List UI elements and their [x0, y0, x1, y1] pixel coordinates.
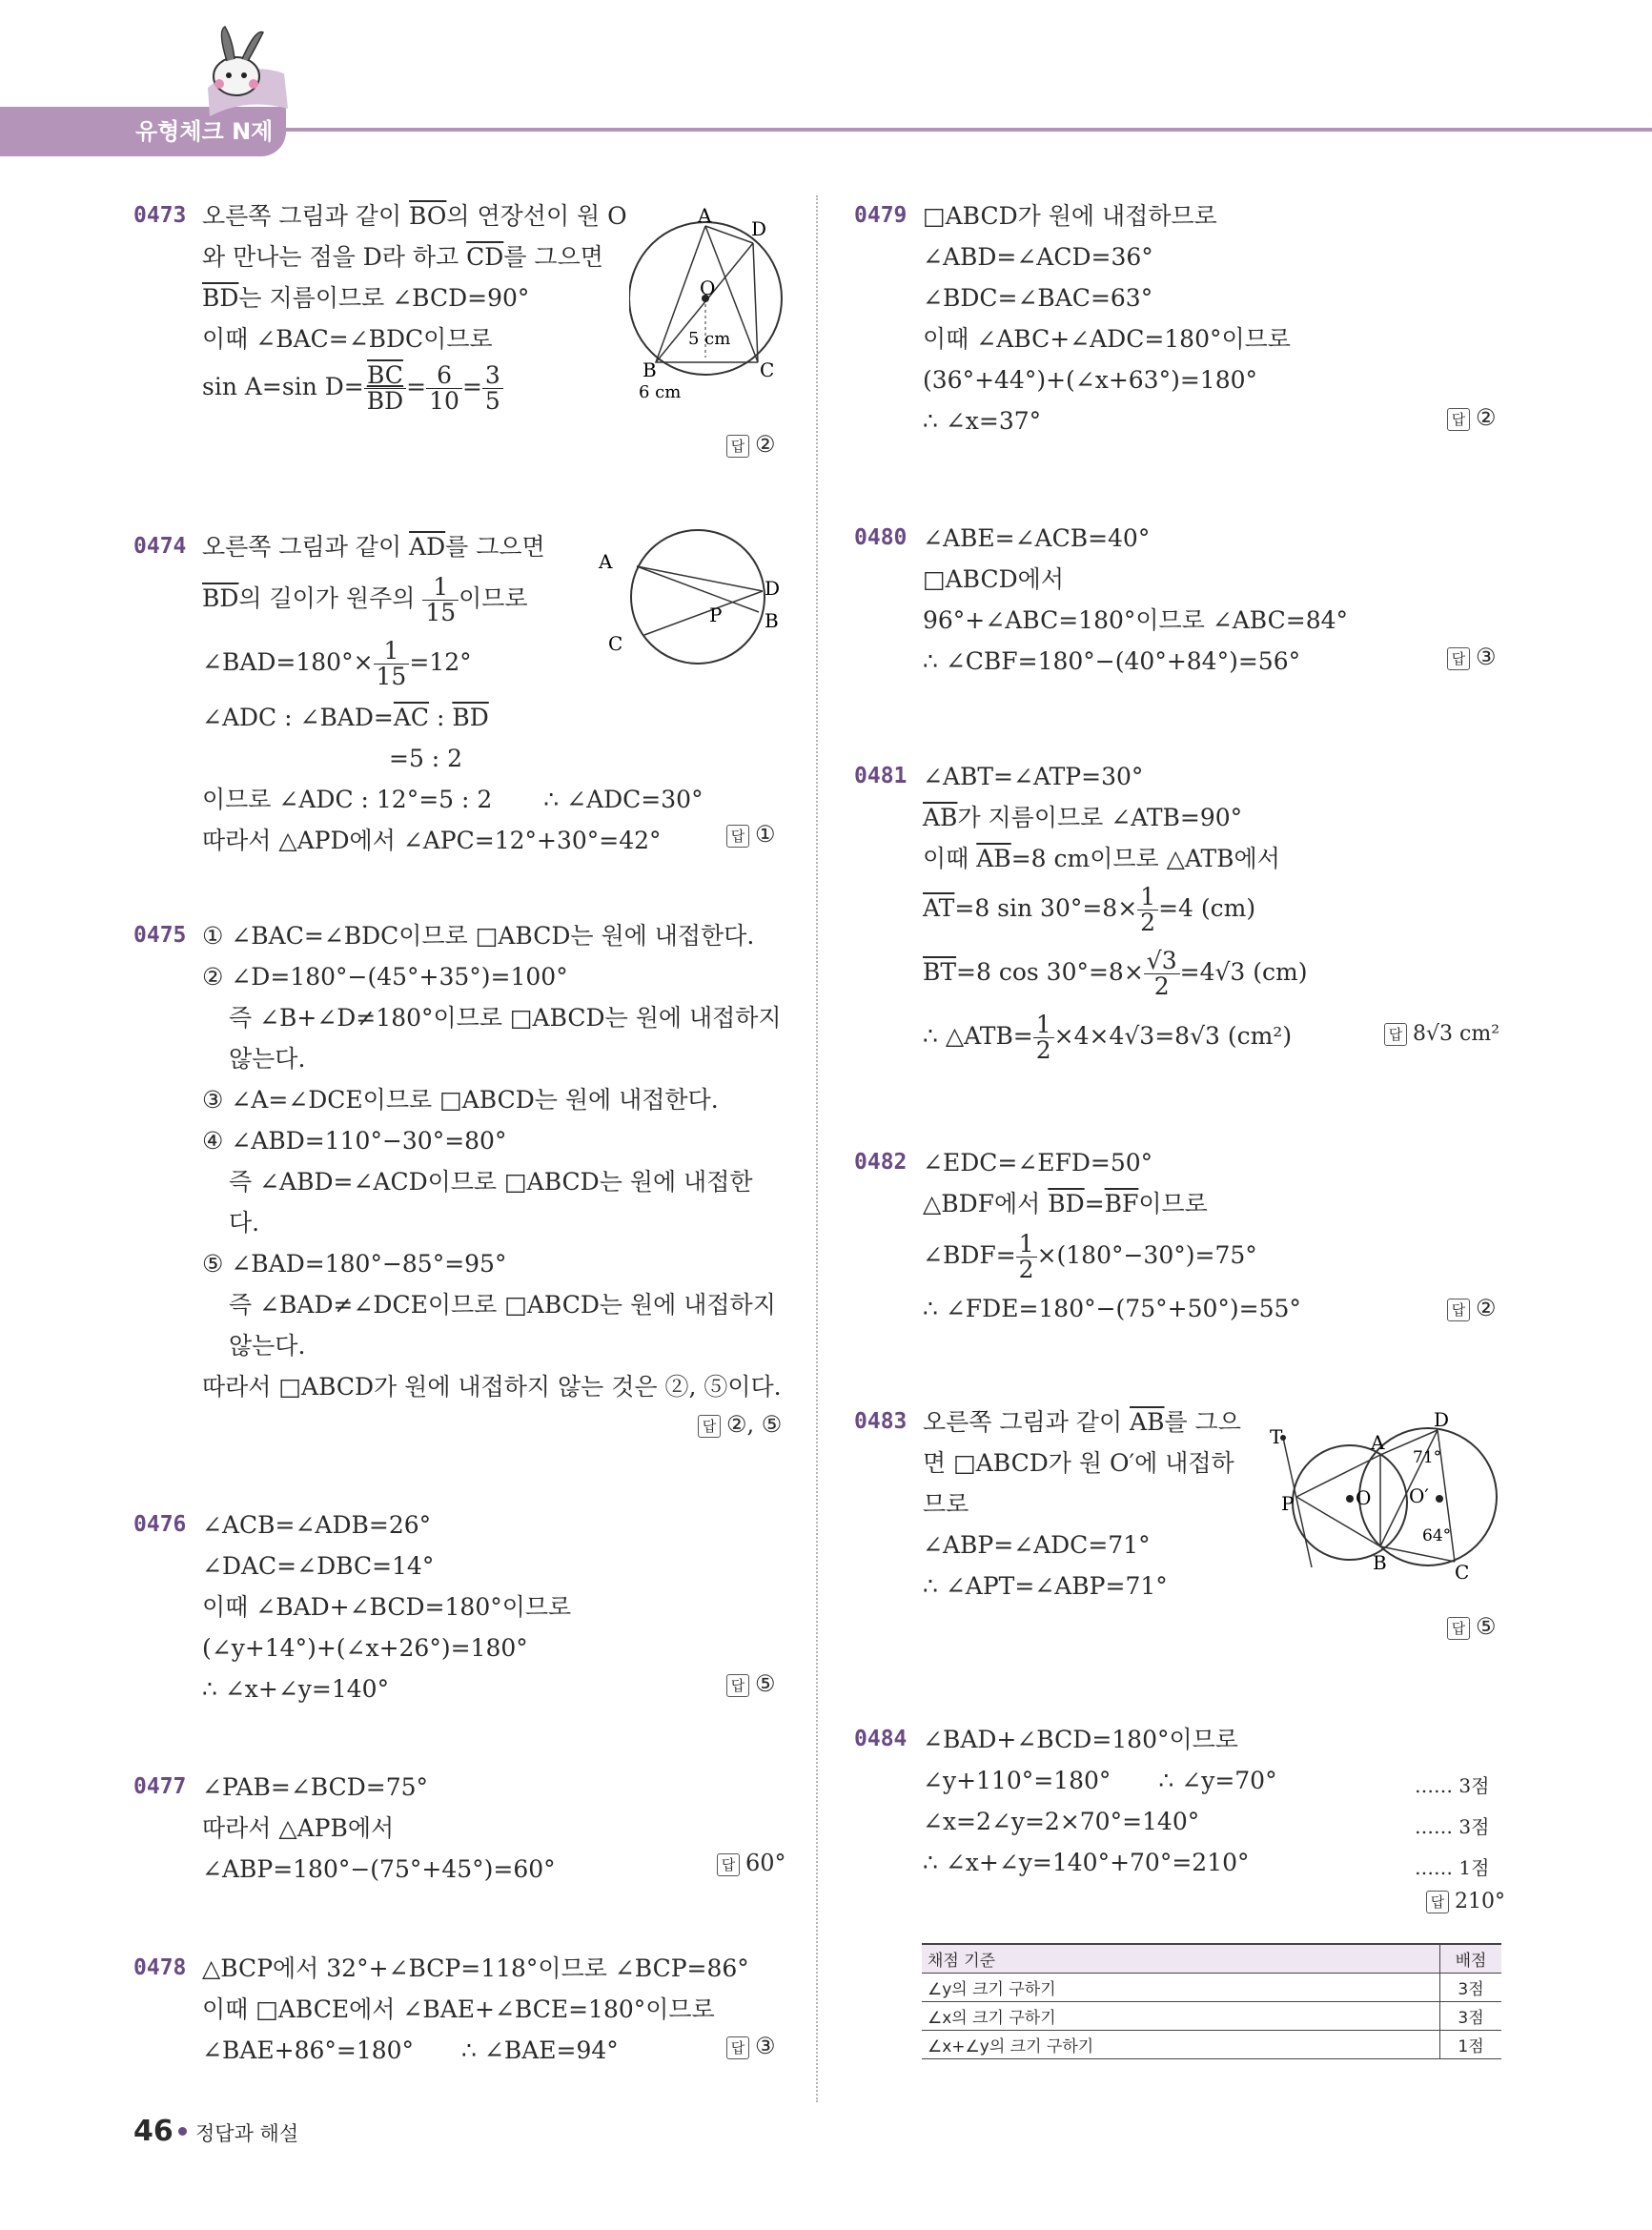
label-D: D: [751, 217, 767, 240]
answer-0473: 답 ②: [726, 431, 776, 458]
text-line: ② ∠D=180°−(45°+35°)=100°: [202, 963, 568, 991]
text-line: □ABCD가 원에 내접하므로: [923, 202, 1217, 230]
answer-0480: 답 ③: [1447, 644, 1497, 670]
label-C: C: [1455, 1561, 1470, 1581]
text-line: △BDF에서 $\overline{BD}=\overline{BF}$이므로: [923, 1190, 1208, 1217]
text-line: ∠ABT=∠ATP=30°: [923, 763, 1144, 790]
text-line: ∠BDC=∠BAC=63°: [923, 284, 1153, 312]
label-radius: 5 cm: [688, 329, 731, 349]
solution-0481: [854, 756, 1495, 1064]
text-line: 이므로 ∠ADC : 12°=5 : 2 ∴ ∠ADC=30°: [202, 786, 704, 813]
text-line: ∠ABP=∠ADC=71°: [923, 1531, 1151, 1559]
text-line: $\overline{BD}$의 길이가 원주의 $\frac{1}{15}$ 이므로: [202, 573, 528, 626]
text-line: ∴ ∠APT=∠ABP=71°: [923, 1572, 1168, 1600]
problem-number: 0479: [854, 203, 908, 228]
section-title: 유형체크 N제: [135, 118, 274, 145]
score-3: …… 1점: [1415, 1856, 1490, 1879]
label-C: C: [760, 358, 775, 381]
table-cell: 1점: [1440, 2031, 1502, 2059]
text-line: 이때 □ABCE에서 ∠BAE+∠BCE=180°이므로: [202, 1995, 715, 2023]
answer-0479: 답 ②: [1447, 404, 1497, 431]
table-cell: ∠x+∠y의 크기 구하기: [922, 2031, 1440, 2059]
problem-number: 0478: [133, 1955, 187, 1980]
figure-0483: [1268, 1409, 1506, 1581]
answer-0484: 답 210°: [1426, 1890, 1505, 1913]
text-line: 않는다.: [229, 1332, 306, 1360]
text-line: ① ∠BAC=∠BDC이므로 □ABCD는 원에 내접한다.: [202, 922, 755, 950]
text-line: 이때 ∠ABC+∠ADC=180°이므로: [923, 325, 1291, 353]
text-line: 오른쪽 그림과 같이 $\overline{AB}$를 그으: [923, 1408, 1241, 1436]
problem-number: 0476: [133, 1512, 187, 1537]
text-line: ∴ ∠x+∠y=140°: [202, 1675, 390, 1703]
text-line: sin A=sin D= $\frac{\overline{BC}}{BD}$ = $\frac{6}{10}$ = $\frac{3}{5}$: [202, 363, 650, 414]
text-line: 오른쪽 그림과 같이 $\overline{AD}$를 그으면: [202, 533, 545, 561]
text-line: ∠x=2∠y=2×70°=140°: [923, 1808, 1200, 1835]
text-line: 않는다.: [229, 1045, 306, 1073]
label-C: C: [608, 632, 623, 655]
text-line: 이때 ∠BAC=∠BDC이므로: [202, 325, 493, 353]
table-cell: 3점: [1440, 2002, 1502, 2031]
text-line: 이때 ∠BAD+∠BCD=180°이므로: [202, 1593, 572, 1621]
answer-0477: 답 60°: [717, 1850, 786, 1876]
text-line: ∴ ∠x+∠y=140°+70°=210°: [923, 1849, 1250, 1876]
problem-number: 0474: [133, 534, 187, 559]
solution-0484: [854, 1719, 1495, 1883]
text-line: ⑤ ∠BAD=180°−85°=95°: [202, 1250, 507, 1278]
footer-bullet-icon: [178, 2127, 187, 2136]
score-1: …… 3점: [1415, 1774, 1490, 1797]
label-O-prime: O′: [1409, 1484, 1429, 1507]
label-D: D: [1434, 1409, 1450, 1431]
solution-0478: [133, 1948, 793, 2071]
header-rule: [286, 128, 1652, 132]
mascot-icon: [189, 21, 294, 116]
problem-number: 0481: [854, 764, 908, 788]
solution-0482: [854, 1142, 1495, 1329]
table-cell: 3점: [1440, 1974, 1502, 2002]
text-line: ∠BAE+86°=180° ∴ ∠BAE=94°: [202, 2036, 619, 2064]
table-row: [922, 1974, 1501, 2002]
answer-0475: 답 ②, ⑤: [698, 1411, 782, 1438]
answer-0483: 답 ⑤: [1447, 1613, 1497, 1640]
label-B: B: [1373, 1551, 1387, 1574]
table-header: 채점 기준: [922, 1944, 1440, 1974]
figure-0473: [629, 205, 791, 415]
label-P: P: [1281, 1492, 1295, 1515]
label-A: A: [698, 205, 712, 227]
text-line: ∴ ∠CBF=180°−(40°+84°)=56°: [923, 647, 1301, 675]
problem-number: 0477: [133, 1774, 187, 1799]
solution-0477: [133, 1767, 736, 1890]
text-line: ∠DAC=∠DBC=14°: [202, 1552, 435, 1580]
problem-number: 0483: [854, 1409, 908, 1434]
label-D: D: [765, 577, 781, 600]
label-P: P: [709, 604, 723, 626]
text-line: 즉 ∠BAD≠∠DCE이므로 □ABCD는 원에 내접하지: [229, 1291, 776, 1319]
text-line: 와 만나는 점을 D라 하고 $\overline{CD}$를 그으면: [202, 243, 603, 271]
problem-number: 0475: [133, 923, 187, 948]
text-line: ∠ADC : $\angle BAD=\overline{AC}$ : $\overline{BD}$: [202, 704, 489, 731]
text-line: □ABCD에서: [923, 565, 1064, 593]
text-line: 따라서 △APB에서: [202, 1814, 395, 1842]
answer-0482: 답 ②: [1447, 1295, 1497, 1321]
problem-number: 0484: [854, 1727, 908, 1751]
text-line: (∠y+14°)+(∠x+26°)=180°: [202, 1634, 528, 1662]
text-line: $\overline{BD}$는 지름이므로 ∠BCD=90°: [202, 284, 530, 312]
table-cell: ∠x의 크기 구하기: [922, 2002, 1440, 2031]
label-A: A: [599, 550, 613, 573]
solution-0473: [133, 195, 650, 415]
text-line: ∴ ∠FDE=180°−(75°+50°)=55°: [923, 1295, 1301, 1322]
label-B: B: [765, 609, 779, 632]
label-bc: 6 cm: [639, 382, 682, 402]
text-line: 므로: [923, 1490, 969, 1518]
text-line: 즉 ∠B+∠D≠180°이므로 □ABCD는 원에 내접하지: [229, 1004, 782, 1032]
label-O: O: [1356, 1486, 1372, 1509]
solution-0476: [133, 1504, 736, 1709]
solution-0479: [854, 195, 1495, 441]
text-line: ∠BAD=180°× $\frac{1}{15}$ =12°: [202, 637, 472, 690]
text-line: ∠y+110°=180° ∴ ∠y=70°: [923, 1767, 1277, 1794]
table-cell: ∠y의 크기 구하기: [922, 1974, 1440, 2002]
answer-0476: 답 ⑤: [726, 1670, 776, 1697]
answer-0474: 답 ①: [726, 821, 776, 848]
text-line: $\overline{AB}$가 지름이므로 ∠ATB=90°: [923, 804, 1243, 831]
text-line: ∠BDF= $\frac{1}{2}$ ×(180°−30°)=75°: [923, 1230, 1257, 1283]
table-header: 배점: [1440, 1944, 1502, 1974]
page-number: 46: [133, 2115, 173, 2148]
text-line: ∠ABE=∠ACB=40°: [923, 524, 1151, 552]
column-divider: [816, 195, 818, 2102]
text-line: 따라서 △APD에서 ∠APC=12°+30°=42°: [202, 827, 662, 854]
text-line: 면 □ABCD가 원 O′에 내접하: [923, 1449, 1234, 1477]
table-row: [922, 2031, 1501, 2059]
text-line: 오른쪽 그림과 같이 $\overline{BO}$의 연장선이 원 O: [202, 202, 627, 230]
text-line: ∠ACB=∠ADB=26°: [202, 1511, 432, 1539]
label-B: B: [642, 358, 657, 381]
problem-number: 0480: [854, 525, 908, 550]
text-line: ∠ABD=∠ACD=36°: [923, 243, 1153, 271]
text-line: ∠BAD+∠BCD=180°이므로: [923, 1726, 1238, 1753]
label-angle-64: 64°: [1422, 1526, 1452, 1545]
answer-0481: 답 8√3 cm²: [1384, 1022, 1499, 1046]
solution-0475: [133, 915, 793, 1407]
label-T: T: [1270, 1425, 1283, 1448]
text-line: ∠ABP=180°−(75°+45°)=60°: [202, 1855, 556, 1883]
label-A: A: [1371, 1431, 1385, 1454]
text-line: 96°+∠ABC=180°이므로 ∠ABC=84°: [923, 606, 1349, 634]
text-line: (36°+44°)+(∠x+63°)=180°: [923, 366, 1258, 394]
text-line: △BCP에서 32°+∠BCP=118°이므로 ∠BCP=86°: [202, 1954, 749, 1982]
score-2: …… 3점: [1415, 1815, 1490, 1838]
label-angle-71: 71°: [1413, 1448, 1442, 1467]
solution-0483: [854, 1401, 1266, 1606]
text-line: =5 : 2: [389, 745, 463, 772]
text-line: 이때 $\overline{AB}=8$ cm이므로 △ATB에서: [923, 845, 1280, 872]
text-line: ∠PAB=∠BCD=75°: [202, 1773, 429, 1801]
problem-number: 0473: [133, 203, 187, 228]
text-line: ③ ∠A=∠DCE이므로 □ABCD는 원에 내접한다.: [202, 1086, 719, 1114]
solution-0480: [854, 518, 1495, 682]
text-line: ∠EDC=∠EFD=50°: [923, 1149, 1153, 1176]
text-line: 다.: [229, 1209, 260, 1237]
text-line: 즉 ∠ABD=∠ACD이므로 □ABCD는 원에 내접한: [229, 1168, 753, 1196]
text-line: $\overline{BT}=8$ cos 30°=8× $\frac{√3}{2}$ =4√3 (cm): [923, 947, 1308, 1000]
grading-table: [922, 1943, 1501, 2059]
text-line: ∴ ∠x=37°: [923, 407, 1042, 435]
text-line: ④ ∠ABD=110°−30°=80°: [202, 1127, 507, 1155]
label-O: O: [700, 276, 716, 299]
table-header-row: [922, 1944, 1501, 1974]
text-line: 따라서 □ABCD가 원에 내접하지 않는 것은 ②, ⑤이다.: [202, 1373, 782, 1401]
figure-0474: [591, 526, 791, 669]
answer-0478: 답 ③: [726, 2033, 776, 2059]
text-line: $\overline{AT}=8$ sin 30°=8× $\frac{1}{2}$ =4 (cm): [923, 883, 1256, 936]
problem-number: 0482: [854, 1150, 908, 1175]
text-line: ∴ △ATB= $\frac{1}{2}$ ×4×4√3=8√3 (cm²): [923, 1011, 1293, 1064]
footer-section-title: 정답과 해설: [195, 2122, 299, 2145]
table-row: [922, 2002, 1501, 2031]
